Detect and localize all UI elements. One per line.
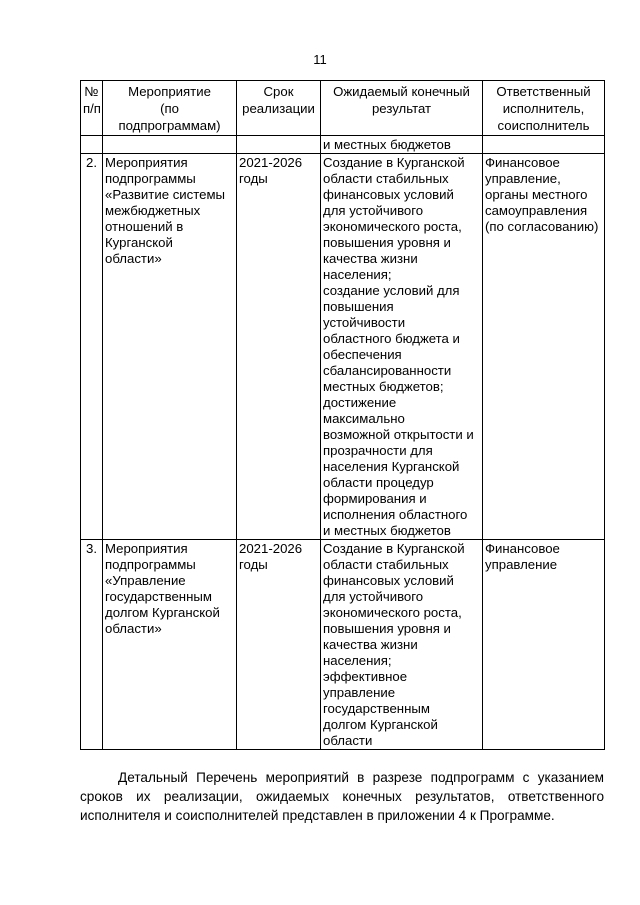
cell-line: Мероприятие — [128, 84, 211, 99]
header-num — [81, 81, 103, 136]
cell-responsible — [483, 154, 605, 540]
cell-line: области процедур — [323, 475, 434, 490]
cell-activity — [103, 154, 237, 540]
cell-activity — [103, 136, 237, 154]
cell-line: реализации — [242, 101, 315, 116]
paragraph-line: сроков их реализации, ожидаемых конечных результатов, ответственного — [80, 789, 604, 804]
cell-line: и местных бюджетов — [323, 523, 451, 538]
cell-period — [237, 136, 321, 154]
cell-line: повышения уровня и — [323, 621, 451, 636]
cell-num: 2. — [81, 154, 103, 540]
cell-line: государственным — [105, 589, 212, 604]
cell-responsible — [483, 540, 605, 750]
cell-line: «Развитие системы — [105, 187, 226, 202]
cell-line: населения; — [323, 653, 392, 668]
cell-line: управление — [323, 685, 396, 700]
cell-line: исполнитель, — [502, 101, 585, 116]
cell-line: населения Курганской — [323, 459, 460, 474]
header-responsible — [483, 81, 605, 136]
cell-activity — [103, 540, 237, 750]
cell-line: области стабильных — [323, 171, 449, 186]
cell-line: 2021-2026 — [239, 155, 303, 170]
cell-line: управление — [485, 557, 558, 572]
cell-line: повышения — [323, 299, 394, 314]
cell-line: Ожидаемый конечный — [333, 84, 470, 99]
cell-period — [237, 154, 321, 540]
cell-line: соисполнитель — [497, 118, 590, 133]
cell-line: долгом Курганской — [105, 605, 220, 620]
cell-line: долгом Курганской — [323, 717, 438, 732]
cell-line: государственным — [323, 701, 430, 716]
cell-line: и местных бюджетов — [323, 137, 451, 152]
cell-line: исполнения областного — [323, 507, 468, 522]
page-number: 11 — [313, 52, 327, 67]
cell-line: самоуправления — [485, 203, 588, 218]
cell-line: области стабильных — [323, 557, 449, 572]
cell-num — [81, 136, 103, 154]
cell-line: устойчивости — [323, 315, 406, 330]
cell-line: прозрачности для — [323, 443, 433, 458]
cell-line: обеспечения — [323, 347, 402, 362]
cell-line: подпрограммы — [105, 557, 196, 572]
cell-period — [237, 540, 321, 750]
cell-line: (по — [160, 101, 179, 116]
cell-line: качества жизни — [323, 251, 418, 266]
cell-line: сбалансированности — [323, 363, 452, 378]
cell-line: области — [323, 733, 373, 748]
cell-line: Срок — [263, 84, 294, 99]
cell-line: № — [84, 84, 99, 99]
cell-result — [321, 136, 483, 154]
cell-line: Мероприятия — [105, 541, 188, 556]
table-row-continuation — [81, 136, 605, 154]
cell-line: создание условий для — [323, 283, 460, 298]
table-row — [81, 154, 605, 540]
paragraph-line: исполнителя и соисполнителей представлен в приложении 4 к Программе. — [80, 808, 555, 823]
cell-line: результат — [371, 101, 432, 116]
cell-line: населения; — [323, 267, 392, 282]
cell-line: для устойчивого — [323, 589, 424, 604]
cell-line: повышения уровня и — [323, 235, 451, 250]
cell-line: Курганской — [105, 235, 173, 250]
cell-line: годы — [239, 171, 268, 186]
cell-line: (по согласованию) — [485, 219, 599, 234]
cell-line: возможной открытости и — [323, 427, 474, 442]
cell-line: «Управление — [105, 573, 186, 588]
cell-line: экономического роста, — [323, 605, 462, 620]
cell-line: межбюджетных — [105, 203, 201, 218]
cell-result — [321, 540, 483, 750]
cell-line: достижение — [323, 395, 397, 410]
cell-line: областного бюджета и — [323, 331, 460, 346]
header-period — [237, 81, 321, 136]
cell-line: годы — [239, 557, 268, 572]
cell-responsible — [483, 136, 605, 154]
cell-line: финансовых условий — [323, 573, 454, 588]
cell-line: п/п — [83, 101, 101, 116]
cell-num: 3. — [81, 540, 103, 750]
cell-result — [321, 154, 483, 540]
cell-line: отношений в — [105, 219, 184, 234]
cell-line: Финансовое — [485, 155, 560, 170]
cell-line: подпрограммы — [105, 171, 196, 186]
table-header-row — [81, 81, 605, 136]
table-row — [81, 540, 605, 750]
cell-line: максимально — [323, 411, 405, 426]
paragraph-line: Детальный Перечень мероприятий в разрезе подпрограмм с указанием — [118, 770, 604, 785]
cell-line: области» — [105, 251, 162, 266]
cell-line: экономического роста, — [323, 219, 462, 234]
cell-line: местных бюджетов; — [323, 379, 444, 394]
cell-line: Мероприятия — [105, 155, 188, 170]
summary-paragraph — [80, 768, 604, 825]
cell-line: финансовых условий — [323, 187, 454, 202]
cell-line: эффективное — [323, 669, 408, 684]
activities-table — [80, 80, 605, 750]
cell-line: Ответственный — [496, 84, 591, 99]
cell-line: Создание в Курганской — [323, 541, 465, 556]
cell-line: Создание в Курганской — [323, 155, 465, 170]
cell-line: для устойчивого — [323, 203, 424, 218]
header-result — [321, 81, 483, 136]
cell-line: формирования и — [323, 491, 427, 506]
cell-line: области» — [105, 621, 162, 636]
cell-line: органы местного — [485, 187, 588, 202]
cell-line: подпрограммам) — [118, 118, 221, 133]
cell-line: управление, — [485, 171, 561, 186]
cell-line: Финансовое — [485, 541, 560, 556]
cell-line: 2021-2026 — [239, 541, 303, 556]
header-activity — [103, 81, 237, 136]
cell-line: качества жизни — [323, 637, 418, 652]
